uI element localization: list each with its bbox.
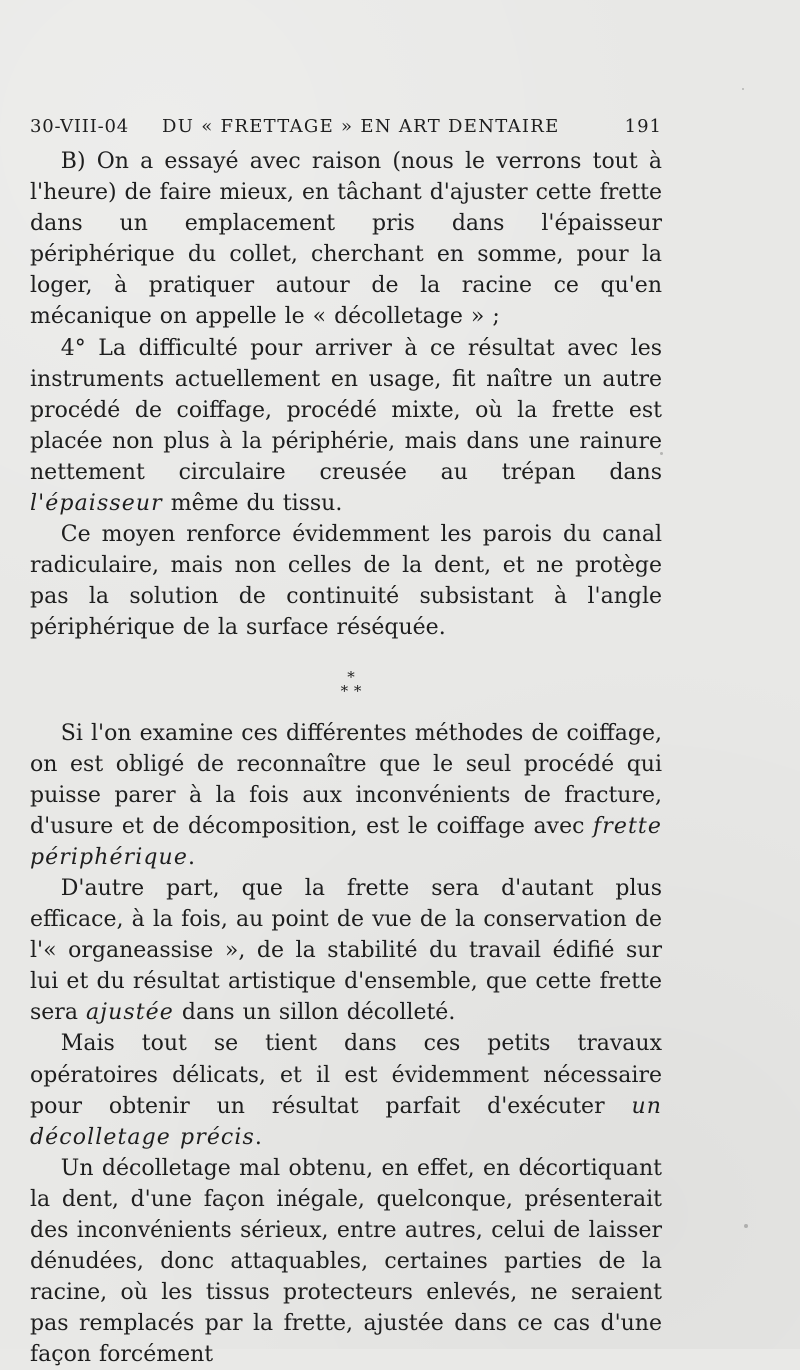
paragraph-4-text-before: 4° La difficulté pour arriver à ce résultat avec les instruments actuellement en usage, fit naître un autre procédé de coiffage, procédé mixte, où la frette est placée non plus à la périphérie, mais dans une rainure nettement circulaire creusée au trépan dans: [30, 335, 662, 485]
paragraph-mais-text-after: .: [254, 1124, 262, 1150]
paragraph-mais-text-before: Mais tout se tient dans ces petits travaux opératoires délicats, et il est évidemment nécessaire pour obtenir un résultat parfait d'exécuter: [30, 1031, 662, 1119]
paragraph-4-trepan: [30, 333, 662, 520]
body-text: [30, 146, 662, 1370]
paragraph-autre-part-text-before: D'autre part, que la frette sera d'autant plus efficace, à la fois, au point de vue de la conservation de l'« organeassise », de la stabilité du travail édifié sur lui et du résultat artistique d'ensemble, que cette frette sera: [30, 875, 662, 1026]
paragraph-mais: [30, 1028, 662, 1152]
paragraph-methodes-text-after: .: [187, 844, 195, 870]
paragraph-4-text-after: même du tissu.: [162, 491, 343, 517]
running-header: [30, 114, 662, 140]
asterism-bottom: * *: [340, 681, 362, 700]
paragraph-autre-part: [30, 873, 662, 1028]
paragraph-moyen: Ce moyen renforce évidemment les parois du canal radiculaire, mais non celles de la dent, et ne protège pas la solution de continuité subsistant à l'angle périphérique de la surface réséquée.: [30, 522, 662, 641]
paragraph-autre-part-emphasis: ajustée: [85, 1000, 174, 1026]
paragraph-methodes-emphasis: frette périphérique: [30, 813, 662, 870]
header-date: 30-VIII-04: [30, 116, 129, 137]
paragraph-methodes-text-before: Si l'on examine ces différentes méthodes de coiffage, on est obligé de reconnaître que le seul procédé qui puisse parer à la fois aux inconvénients de fracture, d'usure et de décomposition, est le coiffage avec: [30, 720, 662, 839]
paragraph-mais-emphasis: un décolletage précis: [30, 1093, 662, 1150]
paper-spot: [660, 452, 663, 455]
paper-spot: [742, 88, 744, 90]
header-title: DU « FRETTAGE » EN ART DENTAIRE: [162, 116, 560, 137]
paragraph-4-emphasis: l'épaisseur: [30, 491, 163, 517]
paragraph-autre-part-text-after: dans un sillon décolleté.: [173, 1000, 456, 1026]
paper-spot: [744, 1224, 748, 1228]
page-number: 191: [624, 116, 662, 137]
paragraph-methodes: [30, 718, 662, 873]
paragraph-decolletage-mal-obtenu: Un décolletage mal obtenu, en effet, en décortiquant la dent, d'une façon inégale, quelconque, présenterait des inconvénients sérieux, entre autres, celui de laisser dénudées, donc attaquables, certaines parties de la racine, où les tissus protecteurs enlevés, ne seraient pas remplacés par la frette, ajustée dans ce cas d'une façon forcément: [30, 1155, 662, 1368]
asterism-top: *: [347, 667, 355, 686]
paragraph-b-decolletage: B) On a essayé avec raison (nous le verrons tout à l'heure) de faire mieux, en tâchant d'ajuster cette frette dans un emplacement pris dans l'épaisseur périphérique du collet, cherchant en somme, pour la loger, à pratiquer autour de la racine ce qu'en mécanique on appelle le « décolletage » ;: [30, 149, 663, 330]
section-asterism: [40, 644, 662, 718]
